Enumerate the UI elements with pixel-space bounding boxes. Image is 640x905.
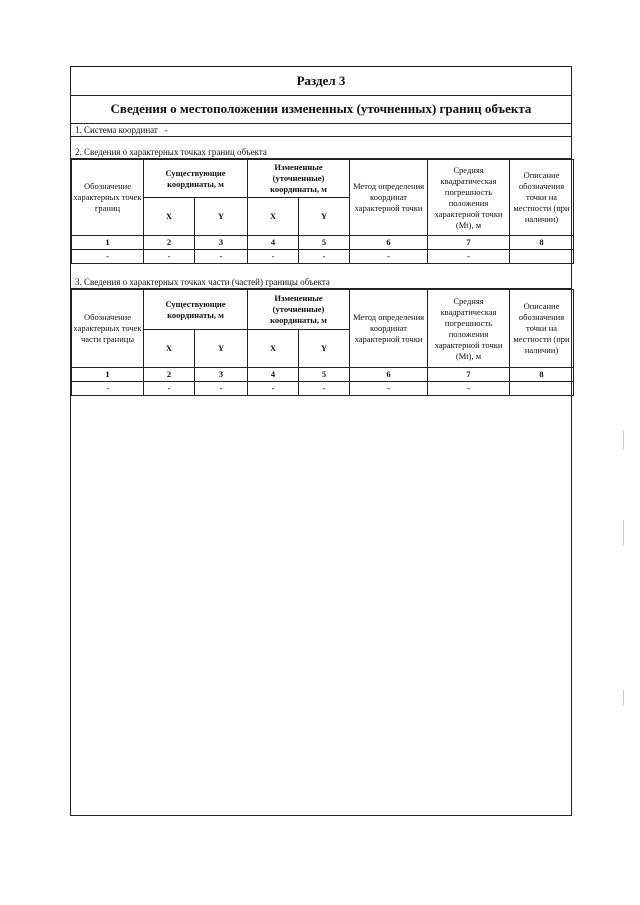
table2-header-changed: Измененные (уточненные) координаты, м [248, 290, 350, 330]
table1-cell [510, 250, 574, 264]
table1-header-changed-y: Y [299, 198, 350, 236]
table1-col-number: 6 [350, 236, 428, 250]
scan-mark [623, 430, 624, 450]
table1-cell: - [144, 250, 195, 264]
table1-data-row [72, 250, 574, 264]
table2-cell: - [428, 382, 510, 396]
document-frame [70, 66, 572, 816]
table1-col-number: 3 [195, 236, 248, 250]
table1-col-number: 8 [510, 236, 574, 250]
table2-col-number: 2 [144, 368, 195, 382]
table2-header-changed-x: X [248, 330, 299, 368]
table2-header-designation: Обозначение характерных точек части границы [72, 290, 144, 368]
section-title: Раздел 3 [71, 67, 571, 96]
table1-cell: - [350, 250, 428, 264]
table2-cell [510, 382, 574, 396]
scan-mark [623, 690, 624, 706]
table1-header-existing-y: Y [195, 198, 248, 236]
table2-header-method: Метод определения координат характерной точки [350, 290, 428, 368]
table2-number-row [72, 368, 574, 382]
table2-cell: - [195, 382, 248, 396]
table1-header-changed-x: X [248, 198, 299, 236]
table1-cell: - [195, 250, 248, 264]
table2-header-existing-y: Y [195, 330, 248, 368]
table1-cell: - [248, 250, 299, 264]
table2 [71, 289, 574, 396]
coordinate-system-line [71, 123, 571, 137]
table2-col-number: 4 [248, 368, 299, 382]
table1-number-row [72, 236, 574, 250]
table2-cell: - [299, 382, 350, 396]
table2-header-existing-x: X [144, 330, 195, 368]
section-subtitle: Сведения о местоположении измененных (уточненных) границ объекта [71, 95, 571, 124]
table1-cell: - [299, 250, 350, 264]
table2-caption: 3. Сведения о характерных точках части (частей) границы объекта [71, 275, 571, 289]
table2-cell: - [350, 382, 428, 396]
table2-header-changed-y: Y [299, 330, 350, 368]
table1-header-changed: Измененные (уточненные) координаты, м [248, 160, 350, 198]
table2-cell: - [72, 382, 144, 396]
table1-header-existing: Существующие координаты, м [144, 160, 248, 198]
table1-col-number: 7 [428, 236, 510, 250]
table1-header-designation: Обозначение характерных точек границ [72, 160, 144, 236]
table1-header-existing-x: X [144, 198, 195, 236]
table1-col-number: 4 [248, 236, 299, 250]
coordinate-system-label: 1. Система координат [75, 125, 158, 135]
table1 [71, 159, 574, 264]
table1-col-number: 5 [299, 236, 350, 250]
table2-col-number: 5 [299, 368, 350, 382]
table2-col-number: 3 [195, 368, 248, 382]
table1-cell: - [428, 250, 510, 264]
coordinate-system-value: - [164, 125, 168, 135]
table1-cell: - [72, 250, 144, 264]
table2-col-number: 8 [510, 368, 574, 382]
table1-col-number: 1 [72, 236, 144, 250]
table1-header-error: Средняя квадратическая погрешность положения характерной точки (Mt), м [428, 160, 510, 236]
table1-header-description: Описание обозначения точки на местности (при наличии) [510, 160, 574, 236]
table2-col-number: 1 [72, 368, 144, 382]
table2-data-row [72, 382, 574, 396]
table1-header-method: Метод определения координат характерной точки [350, 160, 428, 236]
table1-caption: 2. Сведения о характерных точках границ объекта [71, 145, 571, 159]
scan-mark [623, 520, 624, 546]
table2-cell: - [144, 382, 195, 396]
table2-header-existing: Существующие координаты, м [144, 290, 248, 330]
table1-col-number: 2 [144, 236, 195, 250]
table2-header-error: Средняя квадратическая погрешность положения характерной точки (Mt), м [428, 290, 510, 368]
table2-col-number: 6 [350, 368, 428, 382]
table2-header-description: Описание обозначения точки на местности (при наличии) [510, 290, 574, 368]
table2-cell: - [248, 382, 299, 396]
table2-col-number: 7 [428, 368, 510, 382]
